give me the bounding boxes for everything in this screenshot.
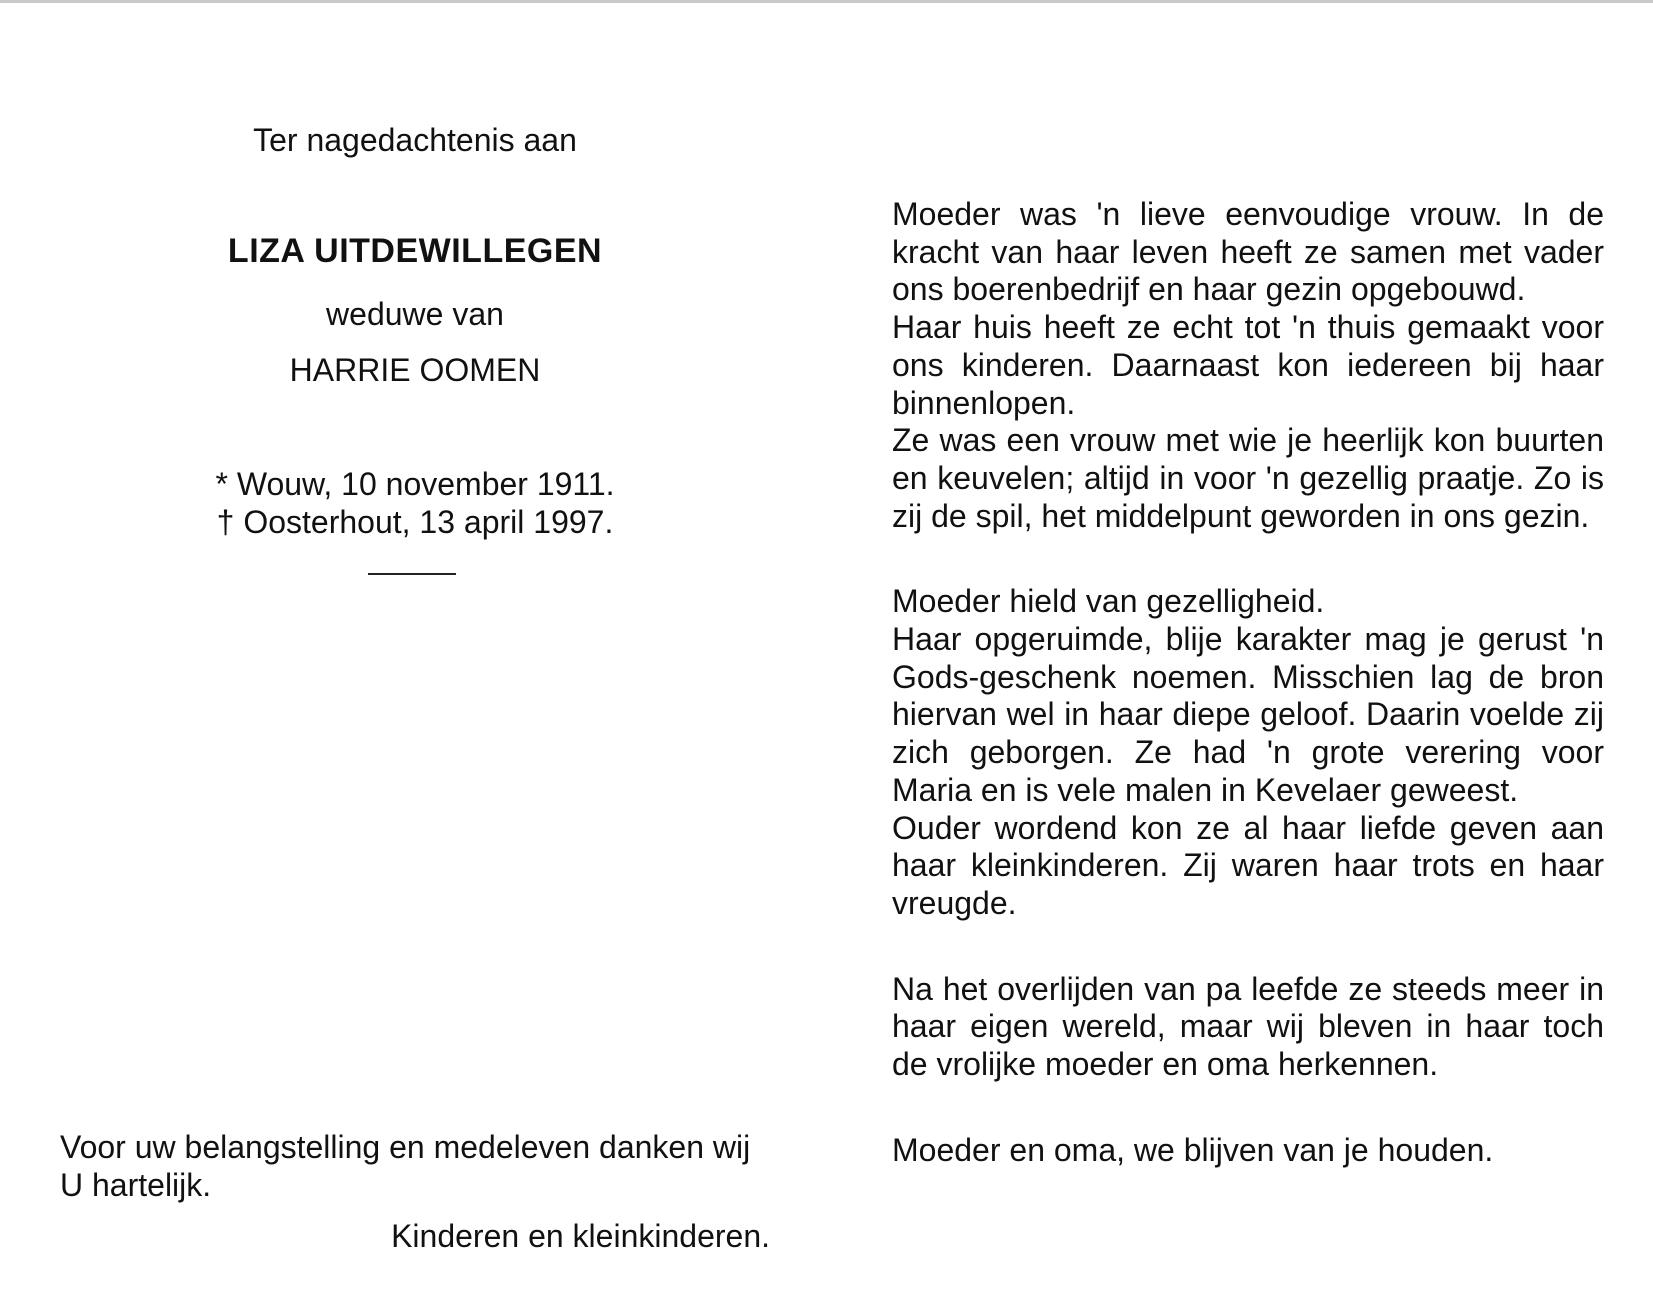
paragraph-1a: Moeder was 'n lieve eenvoudige vrouw. In de kracht van haar leven heeft ze samen met vader ons boerenbedrijf en haar gezin opgebouwd. [892, 196, 1604, 308]
death-line: † Oosterhout, 13 april 1997. [216, 504, 614, 540]
paragraph-1b: Haar huis heeft ze echt tot 'n thuis gemaakt voor ons kinderen. Daarnaast kon iedereen bij haar binnenlopen. [892, 309, 1604, 421]
divider-rule [368, 573, 456, 575]
right-column [892, 196, 1604, 1169]
paragraph-2c: Ouder wordend kon ze al haar liefde geven aan haar kleinkinderen. Zij waren haar trots en haar vreugde. [892, 809, 1604, 921]
paragraph-gap [892, 535, 1604, 583]
paragraph-gap [892, 923, 1604, 971]
paragraph-gap [892, 1084, 1604, 1132]
paragraph-4: Moeder en oma, we blijven van je houden. [892, 1131, 1494, 1168]
signature-line: Kinderen en kleinkinderen. [391, 1218, 770, 1254]
birth-line: * Wouw, 10 november 1911. [215, 466, 615, 502]
spouse-name: HARRIE OOMEN [289, 352, 541, 388]
paragraph-2b: Haar opgeruimde, blije karakter mag je gerust 'n Gods-geschenk noemen. Misschien lag de bron hiervan wel in haar diepe geloof. Daarin voelde zij zich geborgen. Ze had 'n grote verering voor Maria en is vele malen in Kevelaer geweest. [892, 621, 1604, 808]
deceased-name: LIZA UITDEWILLEGEN [227, 232, 603, 270]
paragraph-3: Na het overlijden van pa leefde ze steeds meer in haar eigen wereld, maar wij bleven in haar toch de vrolijke moeder en oma herkennen. [892, 970, 1604, 1083]
paragraph-1c: Ze was een vrouw met wie je heerlijk kon buurten en keuvelen; altijd in voor 'n gezellig praatje. Zo is zij de spil, het middelpunt geworden in ons gezin. [892, 422, 1604, 534]
memorial-intro: Ter nagedachtenis aan [253, 122, 577, 158]
left-column [60, 0, 770, 1299]
thanks-text: Voor uw belangstelling en medeleven danken wij U hartelijk. [60, 1129, 751, 1203]
widow-of-label: weduwe van [326, 296, 504, 332]
paragraph-2a: Moeder hield van gezelligheid. [892, 583, 1325, 620]
